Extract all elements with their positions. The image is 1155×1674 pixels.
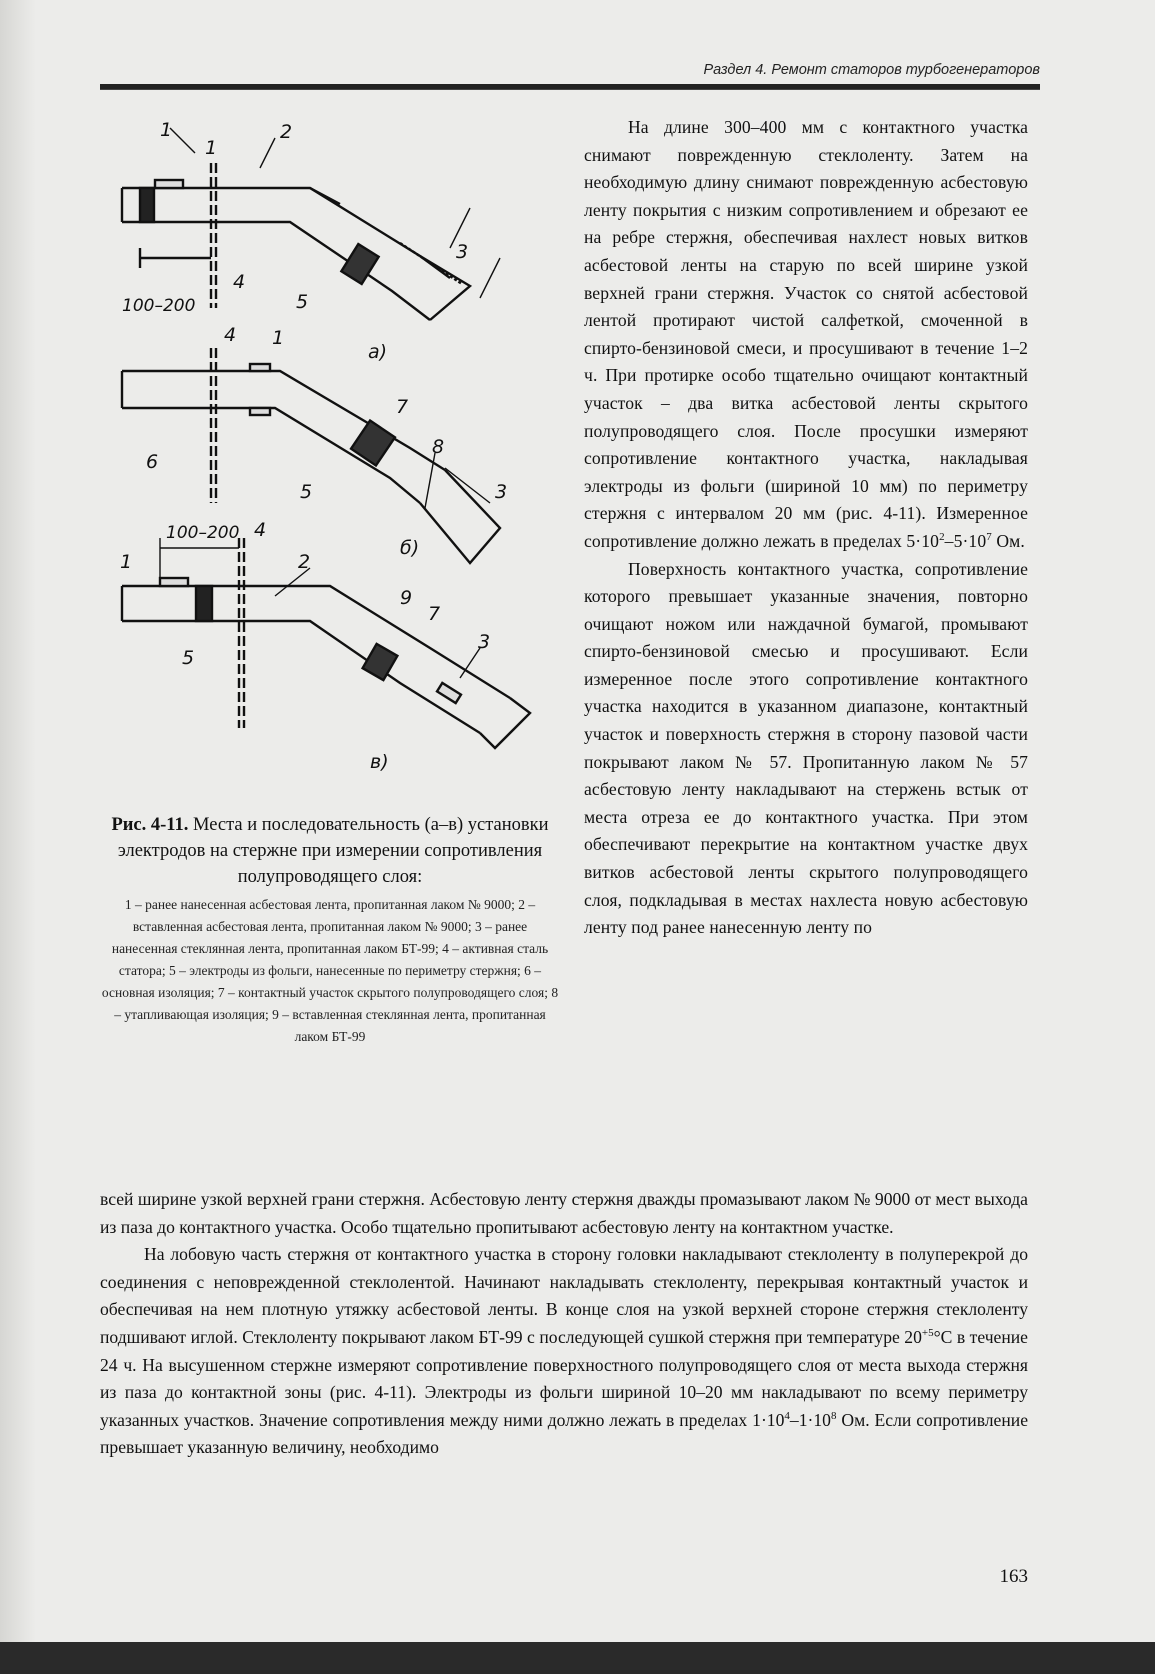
paragraph-1: На длине 300–400 мм с контактного участка снимают поврежденную стеклоленту. Затем на необходимую длину снимают поврежденную асбестовую ленту покрытия с низким сопротивлением и обрезают ее на ребре стержня, обеспечивая нахлест новых витков асбестовой ленты на старую по всей ширине узкой верхней грани стержня. Участок со снятой асбестовой лентой протирают чистой салфеткой, смоченной в спирто-бензиновой смеси, и просушивают в течение 1–2 ч. При протирке особо тщательно очищают контактный участок – два витка асбестовой ленты скрытого полупроводящего слоя. После просушки измеряют сопротивление контактного участка, накладывая электроды из фольги (шириной 10 мм) по периметру стержня с интервалом 20 мм (рис. 4-11). Измеренное сопротивление должно лежать в пределах $5\cdot 10^2-5\cdot 10^7$ Ом. — [584, 117, 1028, 551]
page-number: 163 — [999, 1566, 1028, 1587]
callout-a-1a: 1 — [160, 119, 173, 141]
callout-c-3: 3 — [478, 631, 491, 653]
paragraph-3: На лобовую часть стержня от контактного участка в сторону головки накладывают стеклоленту в полуперекрой до соединения с неповрежденной стеклолентой. Начинают накладывать стеклоленту, перекрывая контактный участок и обеспечивая на нем плотную утяжку асбестовой ленты. В конце слоя на узкой верхней стороне стержня стеклоленту подшивают иглой. Стеклоленту покрывают лаком БТ-99 с последующей сушкой стержня при температуре $20^{+5}^\circ С$ в течение 24 ч. На высушенном стержне измеряют сопротивление поверхностного полупроводящего слоя от места выхода стержня из паза до контактной зоны (рис. 4-11). Электроды из фольги шириной 10–20 мм накладывают по всему периметру указанных участков. Значение сопротивления между ними должно лежать в пределах $1\cdot 10^4-1\cdot 10^8$ Ом. Если сопротивление превышает указанную величину, необходимо — [100, 1244, 1028, 1458]
callout-a-5: 5 — [296, 291, 309, 313]
rod-diagram — [100, 108, 560, 818]
header-rule — [100, 84, 1040, 90]
caption-text: Места и последовательность (а–в) установки электродов на стержне при измерении сопротивления полупроводящего слоя: — [117, 815, 549, 887]
callout-c-7: 7 — [428, 603, 441, 625]
dimension-a: 100–200 — [122, 296, 196, 316]
right-column — [584, 114, 1028, 942]
callout-c-2: 2 — [298, 551, 311, 573]
caption-title — [100, 812, 560, 890]
callout-a-4: 4 — [233, 271, 246, 293]
figure-4-11 — [100, 108, 560, 818]
panel-label-b: б) — [400, 537, 420, 559]
panel-label-c: в) — [370, 751, 389, 773]
panel-c-diagram — [122, 538, 530, 748]
panel-a-diagram — [122, 128, 500, 320]
callout-a-1b: 1 — [205, 137, 218, 159]
paragraph-2: Поверхность контактного участка, сопротивление которого превышает указанные значения, повторно очищают ножом или наждачной бумагой, промывают спирто-бензиновой смесью и просушивают. Если измеренное после этого сопротивление контактного участка находится в указанном диапазоне, контактный участок и поверхность стержня в сторону пазовой части покрывают лаком № 57. Пропитанную лаком № 57 асбестовую ленту накладывают на стержень встык от места отреза ее до контактного участка. При этом обеспечивают перекрытие на контактном участке двух витков асбестовой ленты скрытого полупроводящего слоя, подкладывая в местах нахлеста новую асбестовую ленту под ранее нанесенную ленту по — [584, 558, 1028, 938]
callout-b-5: 5 — [300, 481, 313, 503]
figure-caption — [100, 812, 560, 1048]
dimension-c: 100–200 — [166, 523, 240, 543]
callout-a-2: 2 — [280, 121, 293, 143]
callout-b-1: 1 — [272, 327, 285, 349]
callout-c-1: 1 — [120, 551, 133, 573]
callout-b-8: 8 — [432, 436, 445, 458]
running-head: Раздел 4. Ремонт статоров турбогенераторов — [703, 62, 1040, 78]
callout-a-3: 3 — [456, 241, 469, 263]
callout-b-6: 6 — [146, 451, 159, 473]
caption-number: Рис. 4-11. — [111, 815, 189, 835]
callout-c-9: 9 — [400, 587, 413, 609]
full-width-text — [100, 1186, 1028, 1462]
callout-c-4: 4 — [254, 519, 267, 541]
callout-b-4: 4 — [224, 324, 237, 346]
panel-label-a: а) — [368, 341, 388, 363]
paragraph-2-continued: всей ширине узкой верхней грани стержня. Асбестовую ленту стержня дважды промазывают лаком № 9000 от мест выхода из паза до контактного участка. Особо тщательно пропитывают асбестовую ленту на контактном участке. — [100, 1189, 1028, 1237]
callout-b-3: 3 — [495, 481, 508, 503]
caption-legend: 1 – ранее нанесенная асбестовая лента, пропитанная лаком № 9000; 2 – вставленная асбестовая лента, пропитанная лаком № 9000; 3 – ранее нанесенная стеклянная лента, пропитанная лаком БТ-99; 4 – активная сталь статора; 5 – электроды из фольги, нанесенные по периметру стержня; 6 – основная изоляция; 7 – контактный участок скрытого полупроводящего слоя; 8 – утапливающая изоляция; 9 – вставленная стеклянная лента, пропитанная лаком БТ-99 — [101, 897, 559, 1044]
callout-b-7: 7 — [396, 396, 409, 418]
callout-c-5: 5 — [182, 647, 195, 669]
